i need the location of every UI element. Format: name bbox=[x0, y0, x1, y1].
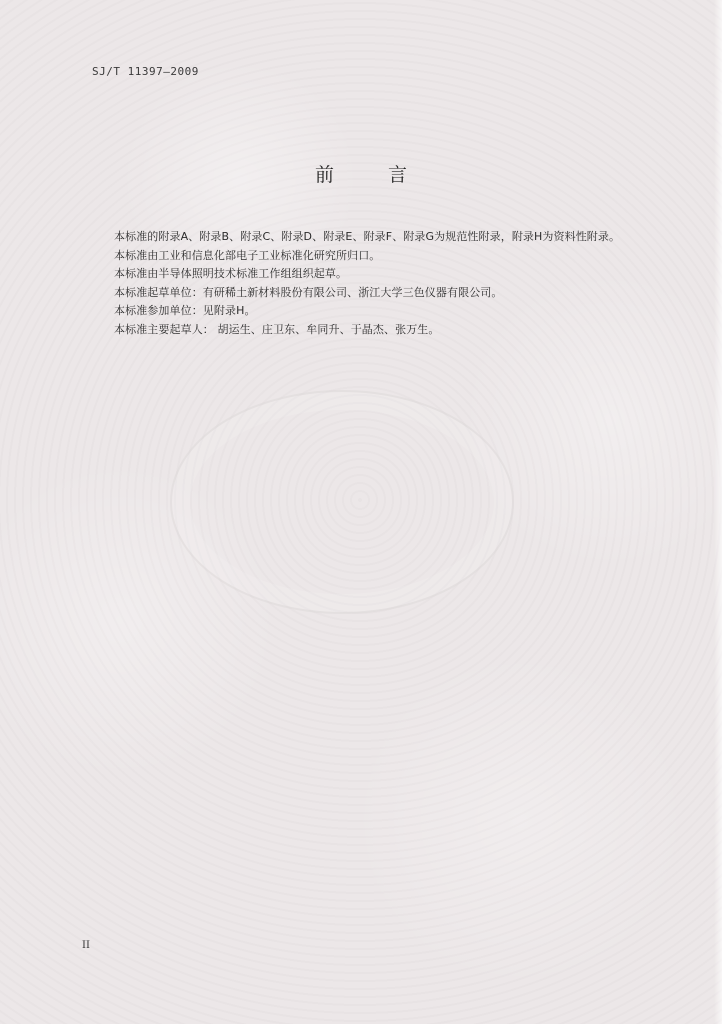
standard-code: SJ/T 11397—2009 bbox=[92, 65, 199, 78]
paragraph-main-drafters: 本标准主要起草人： 胡运生、庄卫东、牟同升、于晶杰、张万生。 bbox=[114, 322, 440, 336]
page-number: II bbox=[82, 940, 90, 951]
paragraph-organizer: 本标准由半导体照明技术标准工作组组织起草。 bbox=[114, 267, 348, 280]
paragraph-appendices: 本标准的附录A、附录B、附录C、附录D、附录E、附录F、附录G为规范性附录，附录H为资料性附录。 bbox=[114, 230, 621, 243]
paragraph-drafting-units: 本标准起草单位：有研稀土新材料股份有限公司、浙江大学三色仪器有限公司。 bbox=[114, 285, 503, 299]
page-edge-highlight bbox=[714, 0, 722, 1024]
paragraph-participating-units: 本标准参加单位：见附录H。 bbox=[114, 304, 256, 317]
watermark-ring bbox=[170, 390, 514, 614]
foreword-body bbox=[114, 228, 694, 339]
paragraph-responsible-unit: 本标准由工业和信息化部电子工业标准化研究所归口。 bbox=[114, 248, 381, 262]
section-title: 前 言 bbox=[314, 164, 432, 186]
